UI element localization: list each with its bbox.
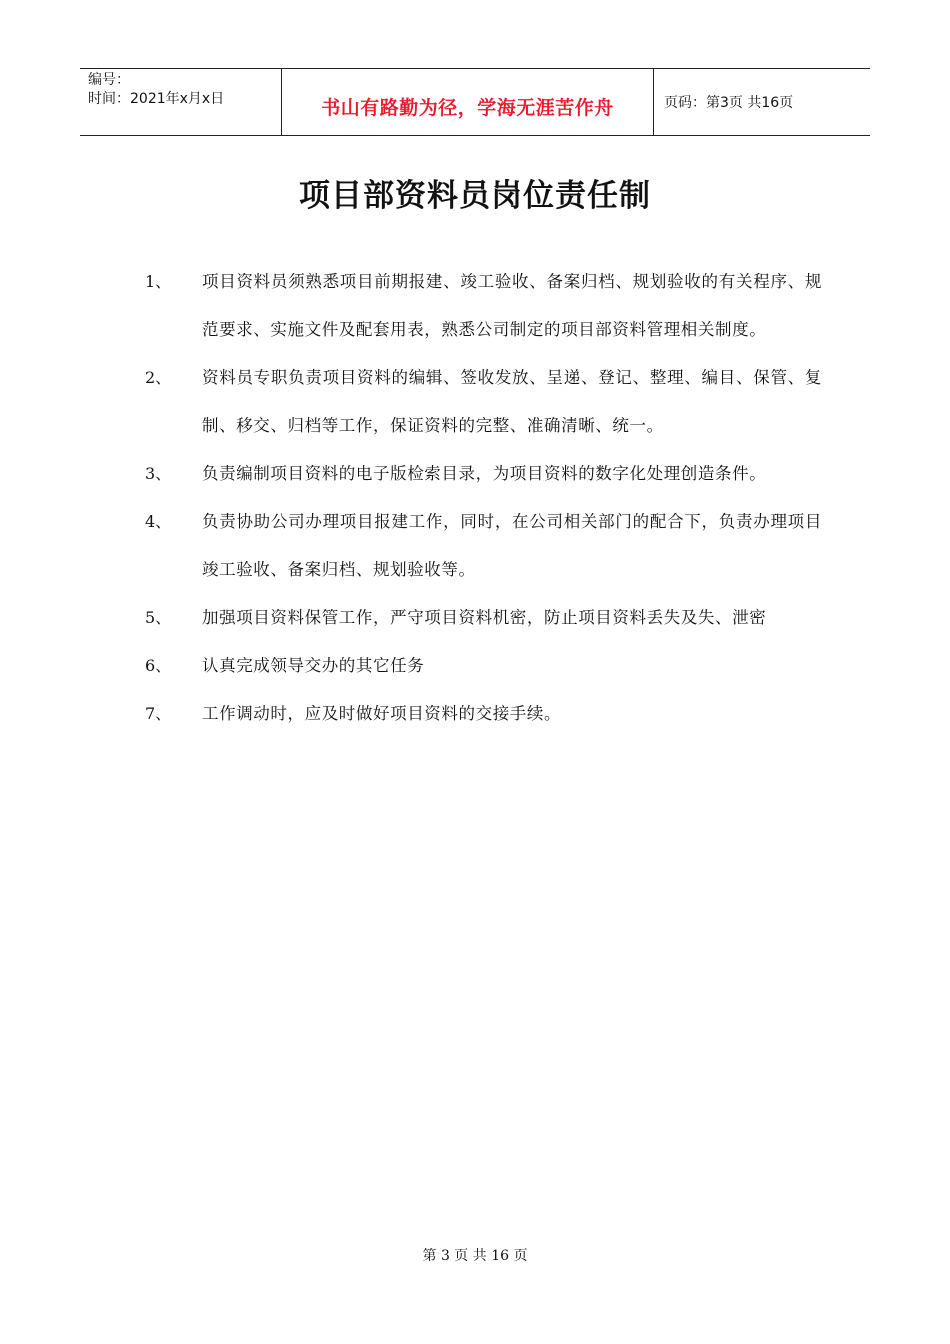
header-page-info-cell [655,69,870,135]
list-item-number: 3、 [145,464,172,483]
document-number-label: 编号： [88,72,130,88]
list-item-number: 6、 [145,656,172,675]
list-item-text: 项目资料员须熟悉项目前期报建、竣工验收、备案归档、规划验收的有关程序、规范要求、实施文件及配套用表，熟悉公司制定的项目部资料管理相关制度。 [202,272,822,339]
list-item [0,642,950,690]
document-date-label: 时间：2021年x月x日 [88,91,225,107]
list-item-text: 资料员专职负责项目资料的编辑、签收发放、呈递、登记、整理、编目、保管、复制、移交、归档等工作，保证资料的完整、准确清晰、统一。 [202,368,822,435]
list-item-text: 加强项目资料保管工作，严守项目资料机密，防止项目资料丢失及失、泄密 [202,608,767,627]
list-item-text: 认真完成领导交办的其它任务 [202,656,425,675]
list-item [0,594,950,642]
page-header [80,68,870,136]
list-item [0,258,950,354]
page-footer: 第 3 页 共 16 页 [422,1248,528,1264]
document-title: 项目部资料员岗位责任制 [299,178,651,214]
list-item [0,690,950,738]
list-item-number: 2、 [145,368,172,387]
header-motto-cell [281,69,654,135]
header-page-info: 页码：第3页 共16页 [664,95,794,111]
list-item-number: 1、 [145,272,172,291]
responsibility-list [0,258,950,738]
header-motto: 书山有路勤为径，学海无涯苦作舟 [321,96,614,119]
list-item-number: 7、 [145,704,172,723]
list-item-number: 4、 [145,512,172,531]
header-meta [80,69,282,135]
list-item [0,450,950,498]
list-item-text: 负责编制项目资料的电子版检索目录，为项目资料的数字化处理创造条件。 [202,464,767,483]
list-item-text: 负责协助公司办理项目报建工作，同时，在公司相关部门的配合下，负责办理项目竣工验收、备案归档、规划验收等。 [202,512,822,579]
list-item [0,354,950,450]
list-item [0,498,950,594]
list-item-text: 工作调动时，应及时做好项目资料的交接手续。 [202,704,562,723]
list-item-number: 5、 [145,608,172,627]
